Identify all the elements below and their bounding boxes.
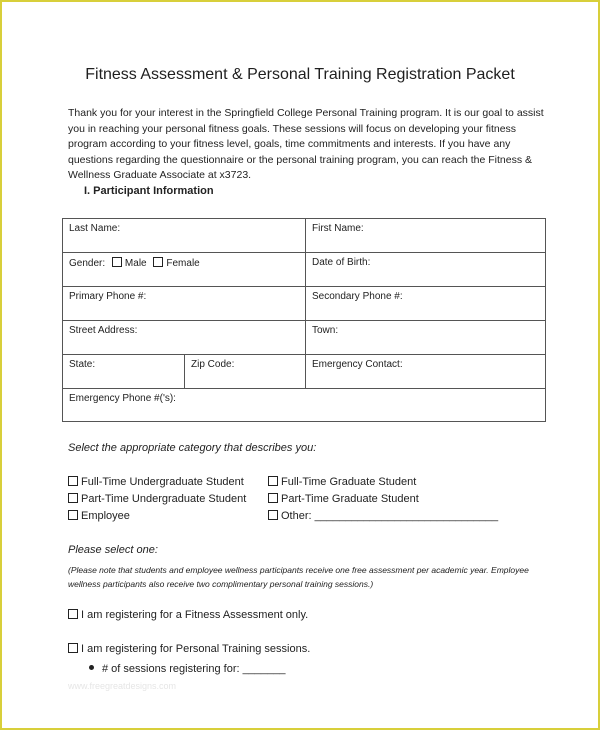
- option-part-time-undergrad[interactable]: [68, 493, 246, 505]
- table-row: [63, 253, 545, 287]
- emergency-phone-label: Emergency Phone #('s):: [69, 393, 176, 404]
- primary-phone-label: Primary Phone #:: [69, 291, 147, 302]
- emergency-phone-field[interactable]: [63, 389, 545, 422]
- option-label: Full-Time Undergraduate Student: [81, 476, 244, 488]
- watermark: www.freegreatdesigns.com: [68, 681, 177, 691]
- option-label: Part-Time Graduate Student: [281, 493, 419, 505]
- female-label: Female: [166, 258, 200, 269]
- option-label: I am registering for a Fitness Assessment only.: [81, 609, 309, 621]
- table-row: [63, 355, 545, 389]
- selection-prompt: Please select one:: [68, 544, 158, 556]
- street-address-label: Street Address:: [69, 325, 138, 336]
- checkbox[interactable]: [68, 476, 78, 486]
- participant-info-table: [62, 218, 546, 422]
- date-of-birth-field[interactable]: [306, 253, 545, 286]
- primary-phone-field[interactable]: [63, 287, 306, 320]
- emergency-contact-field[interactable]: [306, 355, 545, 388]
- male-checkbox[interactable]: [112, 257, 122, 267]
- option-full-time-grad[interactable]: [268, 476, 416, 488]
- last-name-field[interactable]: [63, 219, 306, 252]
- sessions-count-label: # of sessions registering for: _______: [102, 663, 286, 675]
- checkbox[interactable]: [268, 510, 278, 520]
- town-label: Town:: [312, 325, 339, 336]
- street-address-field[interactable]: [63, 321, 306, 354]
- table-row: [63, 321, 545, 355]
- option-label: Full-Time Graduate Student: [281, 476, 417, 488]
- checkbox[interactable]: [268, 493, 278, 503]
- bullet-icon: [89, 665, 94, 670]
- option-employee[interactable]: [68, 510, 130, 522]
- zip-code-field[interactable]: [185, 355, 306, 388]
- state-field[interactable]: [63, 355, 185, 388]
- zip-code-label: Zip Code:: [191, 359, 235, 370]
- option-label: I am registering for Personal Training sessions.: [81, 643, 311, 655]
- option-label: Employee: [81, 510, 130, 522]
- option-full-time-undergrad[interactable]: [68, 476, 244, 488]
- page-title: Fitness Assessment & Personal Training Registration Packet: [85, 66, 515, 83]
- checkbox[interactable]: [268, 476, 278, 486]
- option-fitness-assessment[interactable]: [68, 609, 308, 621]
- male-label: Male: [124, 258, 147, 269]
- female-checkbox[interactable]: [153, 257, 163, 267]
- checkbox[interactable]: [68, 493, 78, 503]
- gender-label: Gender:: [69, 258, 106, 269]
- table-row: [63, 219, 545, 253]
- secondary-phone-label: Secondary Phone #:: [312, 291, 403, 302]
- table-row: [63, 287, 545, 321]
- town-field[interactable]: [306, 321, 545, 354]
- checkbox[interactable]: [68, 643, 78, 653]
- checkbox[interactable]: [68, 609, 78, 619]
- option-other[interactable]: [268, 510, 498, 522]
- option-part-time-grad[interactable]: [268, 493, 419, 505]
- secondary-phone-field[interactable]: [306, 287, 545, 320]
- first-name-field[interactable]: [306, 219, 545, 252]
- section-heading-participant-info: I. Participant Information: [84, 185, 214, 197]
- selection-note: (Please note that students and employee wellness participants receive one free assessment per academic year. Employee wellness participants also receive two complimentary personal training sessions.): [68, 565, 529, 589]
- intro-paragraph: Thank you for your interest in the Springfield College Personal Training program. It is our goal to assist you in reaching your personal fitness goals. These sessions will focus on developing your fitness program according to your fitness level, goals, time commitments and interests. If you have any questions regarding the questionnaire or the personal training program, you can reach the Fitness & Wellness Graduate Associate at x3723.: [68, 107, 544, 181]
- sessions-count-line[interactable]: [89, 663, 285, 675]
- gender-field: [63, 253, 306, 286]
- emergency-contact-label: Emergency Contact:: [312, 359, 403, 370]
- option-label: Other: ______________________________: [281, 510, 499, 522]
- state-label: State:: [69, 359, 96, 370]
- table-row: [63, 389, 545, 423]
- category-prompt: Select the appropriate category that describes you:: [68, 442, 317, 454]
- checkbox[interactable]: [68, 510, 78, 520]
- date-of-birth-label: Date of Birth:: [312, 257, 371, 268]
- last-name-label: Last Name:: [69, 223, 121, 234]
- first-name-label: First Name:: [312, 223, 364, 234]
- option-label: Part-Time Undergraduate Student: [81, 493, 247, 505]
- option-personal-training[interactable]: [68, 643, 310, 655]
